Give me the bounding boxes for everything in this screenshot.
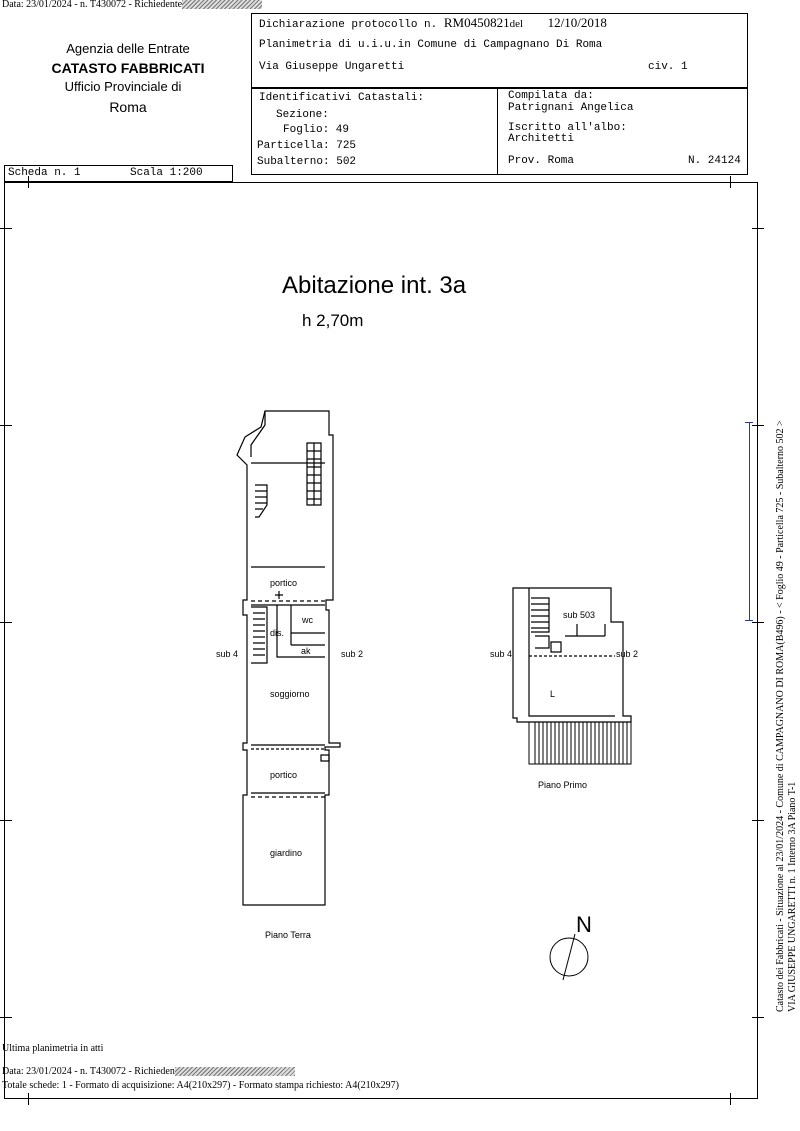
redacted-requester-footer — [175, 1067, 295, 1076]
del-label: del — [509, 18, 524, 30]
label-sub2-ground: sub 2 — [341, 649, 364, 659]
foglio: Foglio: 49 — [283, 124, 350, 136]
protocol-number: RM0450821 — [443, 15, 510, 30]
label-piano-primo: Piano Primo — [538, 780, 588, 790]
balcony-hatch — [529, 722, 631, 764]
compilata-name: Patrignani Angelica — [508, 102, 634, 114]
ufficio-label: Ufficio Provinciale di — [64, 79, 182, 94]
prov: Prov. Roma — [508, 155, 575, 167]
plan-title: Abitazione int. 3a — [282, 272, 467, 299]
footer-request-text: Data: 23/01/2024 - n. T430072 - Richieden — [2, 1066, 175, 1077]
top-request-text: Data: 23/01/2024 - n. T430072 - Richiedente — [2, 0, 183, 10]
iscritto-value: Architetti — [508, 133, 575, 145]
label-dis: dis. — [270, 628, 285, 638]
ultima-planimetria: Ultima planimetria in atti — [2, 1043, 104, 1054]
footer-request-line — [2, 1066, 295, 1077]
agency-block — [0, 40, 256, 118]
label-ak: ak — [301, 646, 311, 656]
label-sub503: sub 503 — [563, 610, 596, 620]
totale-schede: Totale schede: 1 - Formato di acquisizione: A4(210x297) - Formato stampa richiesto: A4(210x297) — [2, 1080, 399, 1091]
protocol-date: 12/10/2018 — [547, 15, 607, 30]
label-piano-terra: Piano Terra — [265, 930, 311, 940]
iscritto-label: Iscritto all'albo: — [508, 122, 627, 134]
label-sub4-ground: sub 4 — [216, 649, 239, 659]
sezione: Sezione: — [276, 109, 329, 121]
sidebar-line1: Catasto dei Fabbricati - Situazione al 23/01/2024 - Comune di CAMPAGNANO DI ROMA(B496) - < Foglio 49 - Particella 725 - Subalterno 502 > — [775, 420, 786, 1012]
label-L: L — [550, 689, 556, 699]
planimetria-line: Planimetria di u.i.u.in Comune di Campagnano Di Roma — [259, 39, 603, 51]
label-portico-top: portico — [270, 578, 298, 588]
label-wc: wc — [302, 615, 313, 625]
compilata-label: Compilata da: — [508, 90, 594, 102]
redacted-requester — [182, 0, 262, 9]
particella: Particella: 725 — [257, 140, 357, 152]
subalterno: Subalterno: 502 — [257, 156, 357, 168]
scala: Scala 1:200 — [130, 167, 203, 179]
blue-bracket — [749, 422, 750, 620]
address: Via Giuseppe Ungaretti — [259, 61, 405, 73]
header-divider — [497, 88, 498, 175]
label-sub2-first: sub 2 — [616, 649, 639, 659]
sidebar-line2: VIA GIUSEPPE UNGARETTI n. 1 Interno 3A Piano T-1 — [787, 781, 798, 1012]
catasto-title: CATASTO FABBRICATI — [51, 60, 205, 76]
plan-height: h 2,70m — [302, 311, 364, 330]
dichiarazione-line — [259, 15, 607, 31]
identificativi-label: Identificativi Catastali: — [259, 92, 425, 104]
north-arrow-icon — [545, 932, 595, 982]
scheda-number: Scheda n. 1 — [8, 167, 81, 179]
agency-name: Agenzia delle Entrate — [66, 41, 190, 56]
albo-number: N. 24124 — [688, 155, 741, 167]
rotated-sidebar — [775, 420, 799, 1012]
label-portico-bottom: portico — [270, 770, 298, 780]
first-floor-plan — [505, 580, 645, 770]
ufficio-city: Roma — [109, 99, 147, 115]
label-giardino: giardino — [270, 848, 303, 858]
label-soggiorno: soggiorno — [270, 689, 310, 699]
label-sub4-first: sub 4 — [490, 649, 513, 659]
civ-number: civ. 1 — [648, 61, 688, 73]
north-letter: N — [576, 912, 592, 937]
dichiarazione-label: Dichiarazione protocollo n. — [259, 19, 438, 31]
top-request-line — [2, 0, 262, 10]
